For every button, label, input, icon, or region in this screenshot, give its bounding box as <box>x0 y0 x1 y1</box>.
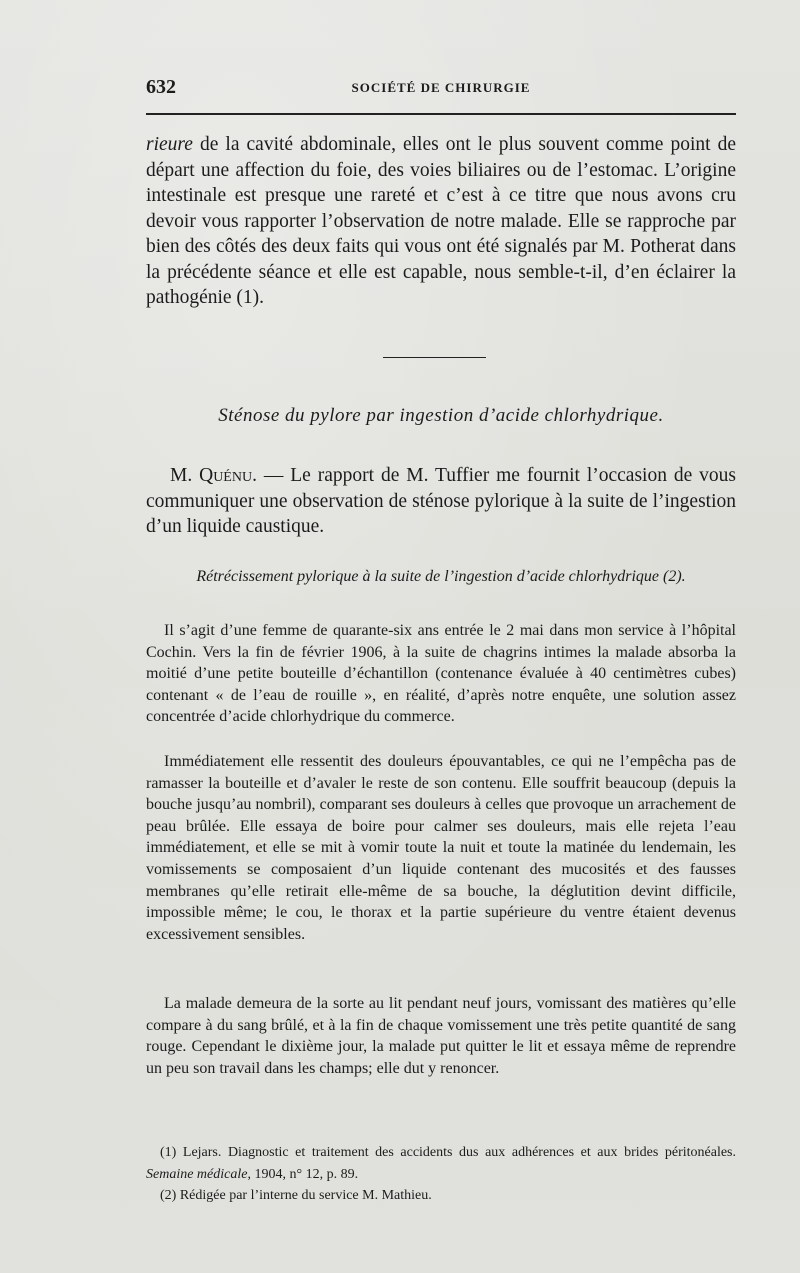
journal-title: Semaine médicale <box>146 1166 248 1182</box>
running-head: SOCIÉTÉ DE CHIRURGIE <box>351 80 531 95</box>
footnote-2: (2) Rédigée par l’interne du service M. Mathieu. <box>160 1188 432 1203</box>
section-title: Sténose du pylore par ingestion d’acide chlorhydrique. <box>218 405 664 426</box>
section-separator <box>383 357 486 358</box>
page-header <box>146 76 736 104</box>
footnote-1 <box>146 1142 736 1185</box>
speaker-name: M. Quénu. <box>170 465 257 486</box>
paragraph-lead-word: rieure <box>146 134 193 155</box>
observation-paragraph-1: Il s’agit d’une femme de quarante-six ans entrée le 2 mai dans mon service à l’hôpital Cochin. Vers la fin de février 1906, à la suite de chagrins intimes la malade absorba la moitié d’une petite bouteille d’échantillon (contenance évaluée à 40 centimètres cubes) contenant « de l’eau de rouille », en réalité, d’après notre enquête, une solution assez concentrée d’acide chlorhydrique du commerce. <box>146 622 736 726</box>
footnote-text: , 1904, n° 12, p. 89. <box>247 1166 359 1182</box>
header-rule <box>146 113 736 115</box>
footnote-text: (1) Lejars. Diagnostic et traitement des accidents dus aux adhérences et aux brides péritonéales. <box>160 1145 736 1160</box>
paragraph-continuation <box>146 132 736 311</box>
page-number: 632 <box>146 76 176 98</box>
paragraph-text: de la cavité abdominale, elles ont le plus souvent comme point de départ une affection du foie, des voies biliaires ou de l’estomac. L’origine intestinale est presque une rareté et c’est à ce titre que nous avons cru devoir vous rapporter l’observation de notre malade. Elle se rapproche par bien des côtés des deux faits qui vous ont été signalés par M. Potherat dans la précédente séance et elle est capable, nous semble-t-il, d’en éclairer la pathogénie (1). <box>146 134 736 308</box>
footnotes <box>146 1142 736 1207</box>
paragraph-text: — Le rapport de M. Tuffier me fournit l’occasion de vous communiquer une observation de sténose pylorique à la suite de l’ingestion d’un liquide caustique. <box>146 465 737 537</box>
observation-title: Rétrécissement pylorique à la suite de l’ingestion d’acide chlorhydrique (2). <box>196 568 686 585</box>
paragraph-speaker <box>146 463 736 540</box>
observation-paragraph-2: Immédiatement elle ressentit des douleurs épouvantables, ce qui ne l’empêcha pas de ramasser la bouteille et d’avaler le reste de son contenu. Elle souffrit beaucoup (depuis la bouche jusqu’au nombril), comparant ses douleurs à celles que provoque un arrachement de peau brûlée. Elle essaya de boire pour calmer ses douleurs, mais elle rejeta l’eau immédiatement, et elle se mit à vomir toute la nuit et toute la matinée du lendemain, les vomissements se composaient d’un liquide contenant des mucosités et des fausses membranes qu’elle retirait elle-même de sa bouche, la déglutition devint difficile, impossible même; le cou, le thorax et la partie supérieure du ventre étaient devenus excessivement sensibles. <box>146 753 736 943</box>
observation-paragraph-3: La malade demeura de la sorte au lit pendant neuf jours, vomissant des matières qu’elle compare à du sang brûlé, et à la fin de chaque vomissement une très petite quantité de sang rouge. Cependant le dixième jour, la malade put quitter le lit et essaya même de reprendre un peu son travail dans les champs; elle dut y renoncer. <box>146 995 736 1077</box>
